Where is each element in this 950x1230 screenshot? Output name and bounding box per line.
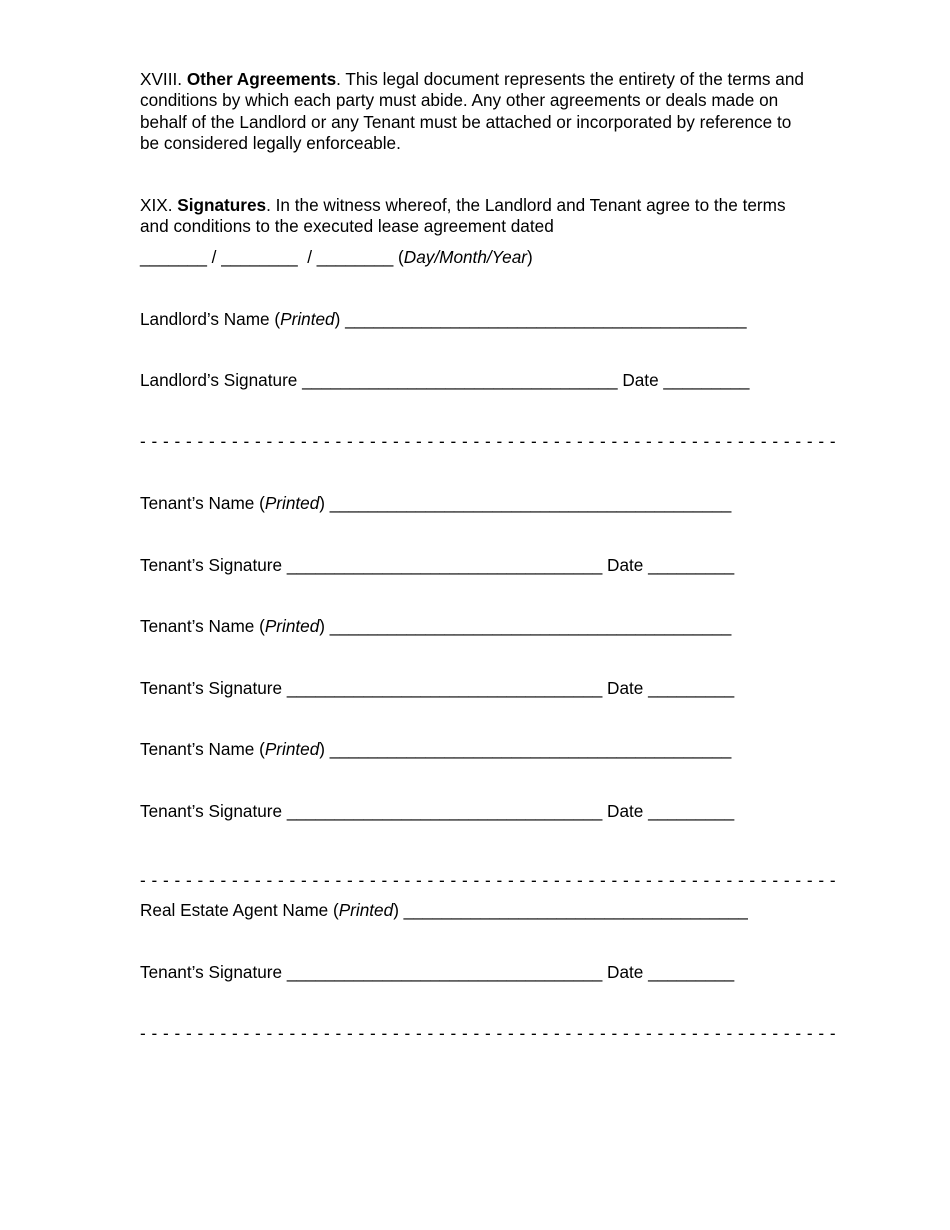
date-format-hint: Day/Month/Year	[403, 247, 528, 267]
tenant-name-label: Tenant’s Name (	[140, 739, 265, 759]
tenant-name-field[interactable]	[140, 739, 731, 759]
tenant-name-label: Tenant’s Name (	[140, 616, 265, 636]
section-number: XVIII.	[140, 69, 183, 89]
landlord-name-label: Landlord’s Name (	[140, 309, 281, 329]
printed-hint: Printed	[264, 739, 320, 759]
tenant-name-field[interactable]	[140, 616, 731, 636]
lease-date-line[interactable]	[140, 247, 533, 267]
tenant-signature-field[interactable]: Tenant’s Signature _________________________________ Date _________	[140, 678, 735, 698]
separator-line: - - - - - - - - - - - - - - - - - - - - - - - - - - - - - - - - - - - - - - - - - - - - - - - - - - - - - - - - - - - - -	[140, 1023, 837, 1043]
landlord-name-blank[interactable]: ) __________________________________________	[334, 309, 747, 329]
tenant-signature-field[interactable]: Tenant’s Signature _________________________________ Date _________	[140, 801, 735, 821]
agent-section-signature-field[interactable]: Tenant’s Signature _________________________________ Date _________	[140, 962, 735, 982]
date-format-close: )	[527, 247, 533, 267]
landlord-name-field[interactable]	[140, 309, 747, 329]
section-heading: Signatures	[177, 195, 267, 215]
separator-line: - - - - - - - - - - - - - - - - - - - - - - - - - - - - - - - - - - - - - - - - - - - - - - - - - - - - - - - - - - - - -	[140, 431, 837, 451]
section-other-agreements	[140, 69, 810, 155]
tenant-name-blank[interactable]: ) __________________________________________	[319, 493, 732, 513]
tenant-name-field[interactable]	[140, 493, 731, 513]
agent-name-blank[interactable]: ) ____________________________________	[393, 900, 748, 920]
tenant-signature-field[interactable]: Tenant’s Signature _________________________________ Date _________	[140, 555, 735, 575]
printed-hint: Printed	[280, 309, 335, 329]
section-heading: Other Agreements	[186, 69, 337, 89]
section-body: . In the witness whereof, the Landlord and Tenant agree to the terms and conditions to the executed lease agreement dated	[140, 195, 786, 237]
agent-name-label: Real Estate Agent Name (	[140, 900, 339, 920]
section-body: . This legal document represents the entirety of the terms and conditions by which each party must abide. Any other agreements or deals made on behalf of the Landlord or any Tenant must be attached or incorporated by reference to be considered legally enforceable.	[140, 69, 804, 154]
tenant-name-blank[interactable]: ) __________________________________________	[319, 739, 732, 759]
separator-line: - - - - - - - - - - - - - - - - - - - - - - - - - - - - - - - - - - - - - - - - - - - - - - - - - - - - - - - - - - - - -	[140, 870, 837, 890]
printed-hint: Printed	[264, 493, 320, 513]
date-blanks[interactable]: _______ / ________ / ________ (	[140, 247, 404, 267]
printed-hint: Printed	[338, 900, 394, 920]
tenant-name-blank[interactable]: ) __________________________________________	[319, 616, 732, 636]
agent-name-field[interactable]	[140, 900, 748, 920]
printed-hint: Printed	[264, 616, 320, 636]
section-signatures	[140, 195, 810, 238]
landlord-signature-field[interactable]: Landlord’s Signature _________________________________ Date _________	[140, 370, 750, 390]
section-number: XIX.	[140, 195, 173, 215]
tenant-name-label: Tenant’s Name (	[140, 493, 265, 513]
